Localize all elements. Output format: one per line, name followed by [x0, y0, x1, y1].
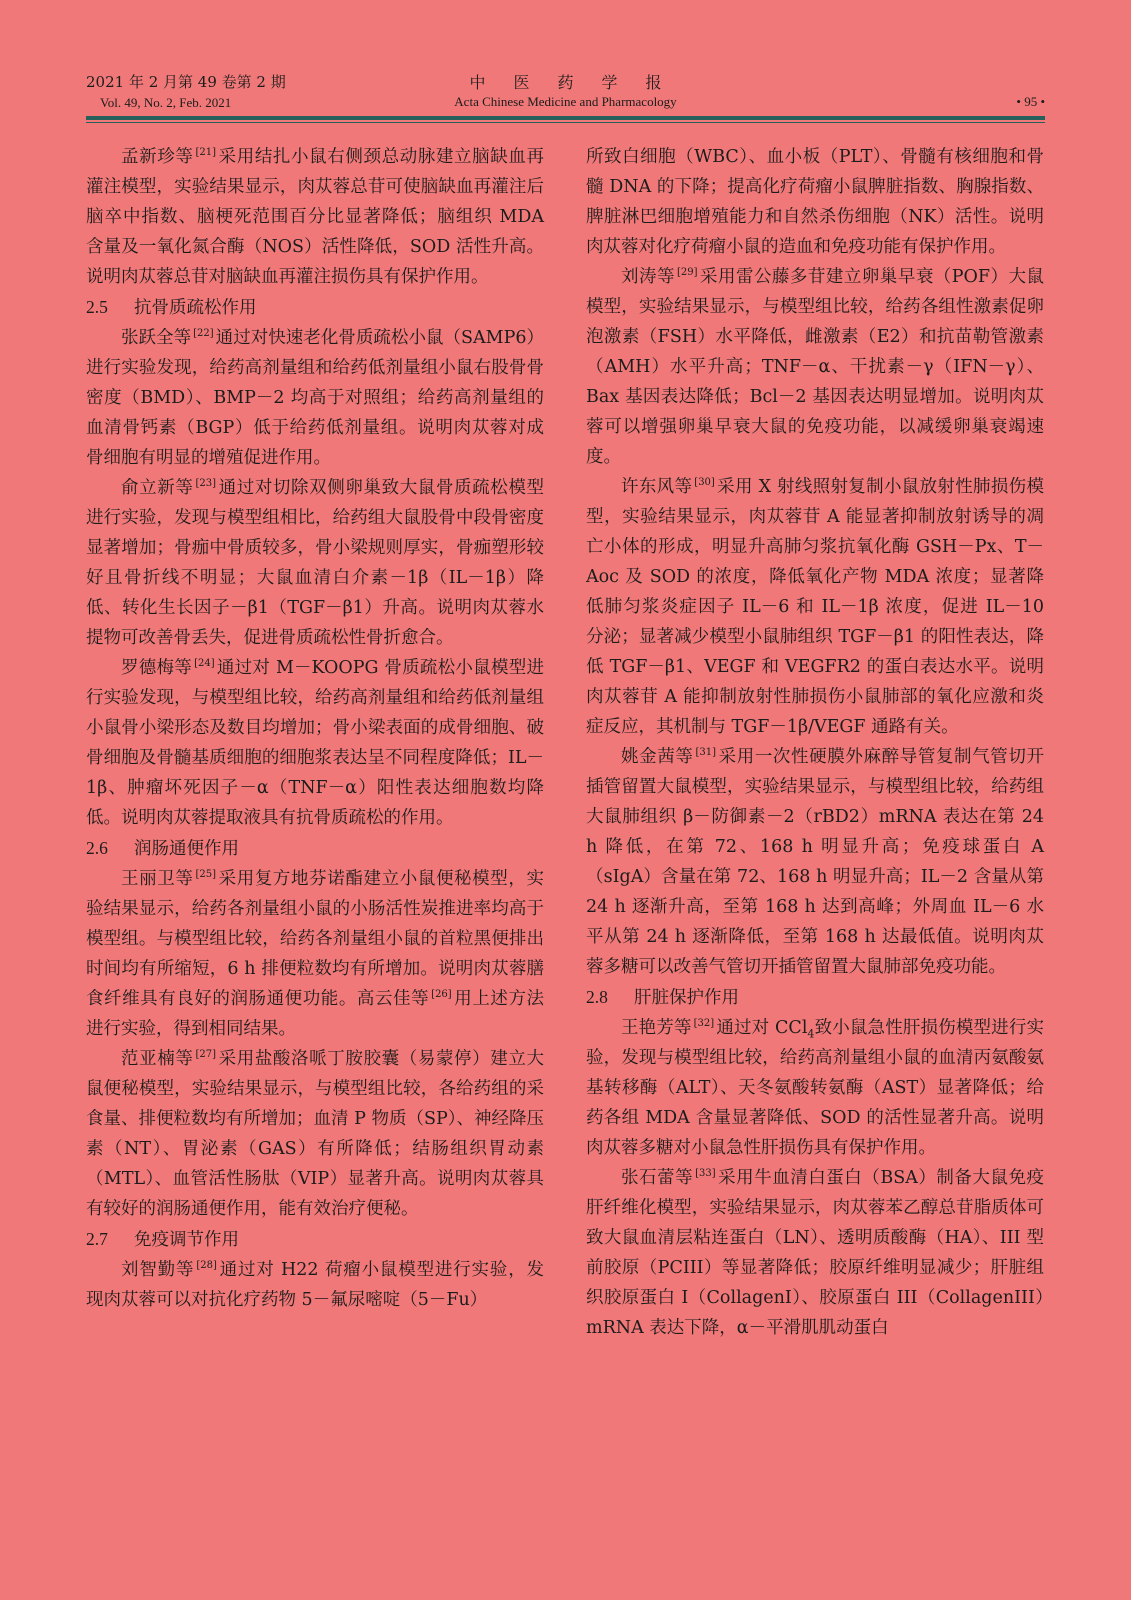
citation: [22]	[193, 328, 214, 340]
page-header	[86, 0, 1045, 130]
author: 王艳芳等	[621, 1018, 692, 1038]
paragraph-text: 通过对切除双侧卵巢致大鼠骨质疏松模型进行实验，发现与模型组相比，给药组大鼠股骨中段骨密度显著增加；骨痂中骨质较多，骨小梁规则厚实，骨痂塑形较好且骨折线不明显；大鼠血清白介素－1β（IL－1β）降低、转化生长因子－β1（TGF－β1）升高。说明肉苁蓉水提物可改善骨丢失，促进骨质疏松性骨折愈合。	[86, 478, 545, 648]
author: 张跃全等	[121, 328, 192, 348]
citation: [23]	[195, 478, 216, 490]
paragraph	[86, 864, 544, 1044]
header-rule-thick	[86, 116, 1045, 120]
paragraph	[586, 1013, 1044, 1163]
author: 刘智勤等	[121, 1260, 195, 1280]
section-heading	[586, 982, 1044, 1013]
section-heading	[86, 292, 544, 323]
author: 范亚楠等	[121, 1049, 194, 1069]
paragraph-text: 采用结扎小鼠右侧颈总动脉建立脑缺血再灌注模型，实验结果显示，肉苁蓉总苷可使脑缺血再灌注后脑卒中指数、脑梗死范围百分比显著降低；脑组织 MDA 含量及一氧化氮合酶（NOS）活性降低，SOD 活性升高。说明肉苁蓉总苷对脑缺血再灌注损伤具有保护作用。	[86, 147, 545, 287]
citation: [21]	[195, 147, 216, 159]
citation: [31]	[695, 747, 716, 759]
author: 许东风等	[621, 477, 693, 497]
paragraph-text: 采用牛血清白蛋白（BSA）制备大鼠免疫肝纤维化模型，实验结果显示，肉苁蓉苯乙醇总苷脂质体可致大鼠血清层粘连蛋白（LN）、透明质酸酶（HA）、III 型前胶原（PCIII）等显著降低；胶原纤维明显减少；肝脏组织胶原蛋白 I（CollagenI）、胶原蛋白 III（CollagenIII）mRNA 表达下降，α－平滑肌肌动蛋白	[586, 1168, 1044, 1338]
journal-title-cn: 中医药学报	[469, 73, 690, 92]
paragraph	[86, 653, 544, 833]
paragraph-text: 采用雷公藤多苷建立卵巢早衰（POF）大鼠模型，实验结果显示，与模型组比较，给药各组性激素促卵泡激素（FSH）水平降低，雌激素（E2）和抗苗勒管激素（AMH）水平升高；TNF－α、干扰素－γ（IFN－γ）、Bax 基因表达降低；Bcl－2 基因表达明显增加。说明肉苁蓉可以增强卵巢早衰大鼠的免疫功能，以减缓卵巢衰竭速度。	[586, 267, 1045, 467]
issue-en: Vol. 49, No. 2, Feb. 2021	[100, 95, 232, 110]
paragraph-text: 通过对快速老化骨质疏松小鼠（SAMP6）进行实验发现，给药高剂量组和给药低剂量组小鼠右股骨骨密度（BMD）、BMP－2 均高于对照组；给药高剂量组的血清骨钙素（BGP）低于给药低剂量组。说明肉苁蓉对成骨细胞有明显的增殖促进作用。	[86, 328, 545, 468]
section-number: 2.6	[86, 838, 108, 858]
section-number: 2.5	[86, 297, 108, 317]
paragraph-continued: 所致白细胞（WBC）、血小板（PLT）、骨髓有核细胞和骨髓 DNA 的下降；提高化疗荷瘤小鼠脾脏指数、胸腺指数、脾脏淋巴细胞增殖能力和自然杀伤细胞（NK）活性。说明肉苁蓉对化疗荷瘤小鼠的造血和免疫功能有保护作用。	[586, 147, 1044, 257]
paragraph-text: 采用复方地芬诺酯建立小鼠便秘模型，实验结果显示，给药各剂量组小鼠的小肠活性炭推进率均高于模型组。与模型组比较，给药各剂量组小鼠的首粒黑便排出时间均有所缩短，6 h 排便粒数均有所增加。说明肉苁蓉膳食纤维具有良好的润肠通便功能。高云佳等	[86, 869, 545, 1009]
paragraph	[586, 742, 1044, 982]
citation: [30]	[694, 477, 715, 489]
author: 张石蕾等	[621, 1168, 694, 1188]
paragraph-text: 致小鼠急性肝损伤模型进行实验，发现与模型组比较，给药高剂量组小鼠的血清丙氨酸氨基转移酶（ALT）、天冬氨酸转氨酶（AST）显著降低；给药各组 MDA 含量显著降低、SOD 的活性显著升高。说明肉苁蓉多糖对小鼠急性肝损伤具有保护作用。	[586, 1018, 1044, 1158]
section-title: 抗骨质疏松作用	[134, 298, 257, 318]
citation: [26]	[431, 989, 452, 1001]
citation: [32]	[693, 1018, 715, 1030]
paragraph	[86, 473, 544, 653]
author: 刘涛等	[621, 267, 675, 287]
subscript: 4	[807, 1027, 815, 1041]
author: 王丽卫等	[121, 869, 194, 889]
citation: [28]	[196, 1260, 217, 1272]
paragraph-text: 用上述方法进行实验，得到相同结果。	[86, 989, 545, 1039]
paragraph-text: 采用盐酸洛哌丁胺胶囊（易蒙停）建立大鼠便秘模型，实验结果显示，与模型组比较，各给药组的采食量、排便粒数均有所增加；血清 P 物质（SP）、神经降压素（NT）、胃泌素（GAS）有所降低；结肠组织胃动素（MTL）、血管活性肠肽（VIP）显著升高。说明肉苁蓉具有较好的润肠通便作用，能有效治疗便秘。	[86, 1049, 545, 1219]
issue-cn: 2021 年 2 月第 49 卷第 2 期	[86, 73, 286, 91]
page-number: • 95 •	[1016, 94, 1045, 109]
section-title: 润肠通便作用	[134, 839, 239, 859]
paragraph-text: 通过对 CCl	[716, 1018, 808, 1038]
paragraph-text: 通过对 H22 荷瘤小鼠模型进行实验，发现肉苁蓉可以对抗化疗药物 5－氟尿嘧啶（5－Fu）	[86, 1260, 545, 1310]
paragraph	[586, 472, 1044, 742]
author: 姚金茜等	[621, 747, 694, 767]
section-heading	[86, 1224, 544, 1255]
citation: [25]	[195, 869, 216, 881]
left-column	[86, 142, 544, 1315]
journal-title-en: Acta Chinese Medicine and Pharmacology	[454, 94, 677, 109]
paragraph-text: 通过对 M－KOOPG 骨质疏松小鼠模型进行实验发现，与模型组比较，给药高剂量组和给药低剂量组小鼠骨小梁形态及数目均增加；骨小梁表面的成骨细胞、破骨细胞及骨髓基质细胞的细胞浆表达呈不同程度降低；IL－1β、肿瘤坏死因子－α（TNF－α）阳性表达细胞数均降低。说明肉苁蓉提取液具有抗骨质疏松的作用。	[86, 658, 544, 828]
paragraph	[86, 1255, 544, 1315]
paragraph-text: 采用 X 射线照射复制小鼠放射性肺损伤模型，实验结果显示，肉苁蓉苷 A 能显著抑制放射诱导的凋亡小体的形成，明显升高肺匀浆抗氧化酶 GSH－Px、T－Aoc 及 SOD 的浓度，降低氧化产物 MDA 浓度；显著降低肺匀浆炎症因子 IL－6 和 IL－1β 浓度，促进 IL－10 分泌；显著减少模型小鼠肺组织 TGF－β1 的阳性表达，降低 TGF－β1、VEGF 和 VEGFR2 的蛋白表达水平。说明肉苁蓉苷 A 能抑制放射性肺损伤小鼠肺部的氧化应激和炎症反应，其机制与 TGF－1β/VEGF 通路有关。	[586, 477, 1045, 737]
citation: [24]	[194, 658, 215, 670]
paragraph	[86, 142, 544, 292]
paragraph	[86, 1044, 544, 1224]
section-number: 2.8	[586, 987, 608, 1007]
paragraph	[86, 323, 544, 473]
citation: [29]	[676, 267, 698, 279]
section-title: 肝脏保护作用	[634, 988, 739, 1008]
author: 孟新珍等	[121, 147, 194, 167]
author: 俞立新等	[121, 478, 194, 498]
paragraph	[586, 262, 1044, 472]
author: 罗德梅等	[121, 658, 193, 678]
citation: [27]	[195, 1049, 216, 1061]
section-number: 2.7	[86, 1229, 108, 1249]
paragraph	[586, 1163, 1044, 1343]
section-heading	[86, 833, 544, 864]
header-rule-thin	[86, 122, 1045, 123]
paragraph-text: 采用一次性硬膜外麻醉导管复制气管切开插管留置大鼠模型，实验结果显示，与模型组比较，给药组大鼠肺组织 β－防御素－2（rBD2）mRNA 表达在第 24 h 降低，在第 72、168 h 明显升高；免疫球蛋白 A（sIgA）含量在第 72、168 h 明显升高；IL－2 含量从第 24 h 逐渐升高，至第 168 h 达到高峰；外周血 IL－6 水平从第 24 h 逐渐降低，至第 168 h 达最低值。说明肉苁蓉多糖可以改善气管切开插管留置大鼠肺部免疫功能。	[586, 747, 1045, 977]
citation: [33]	[695, 1168, 716, 1180]
right-column	[586, 142, 1044, 1343]
section-title: 免疫调节作用	[134, 1230, 239, 1250]
